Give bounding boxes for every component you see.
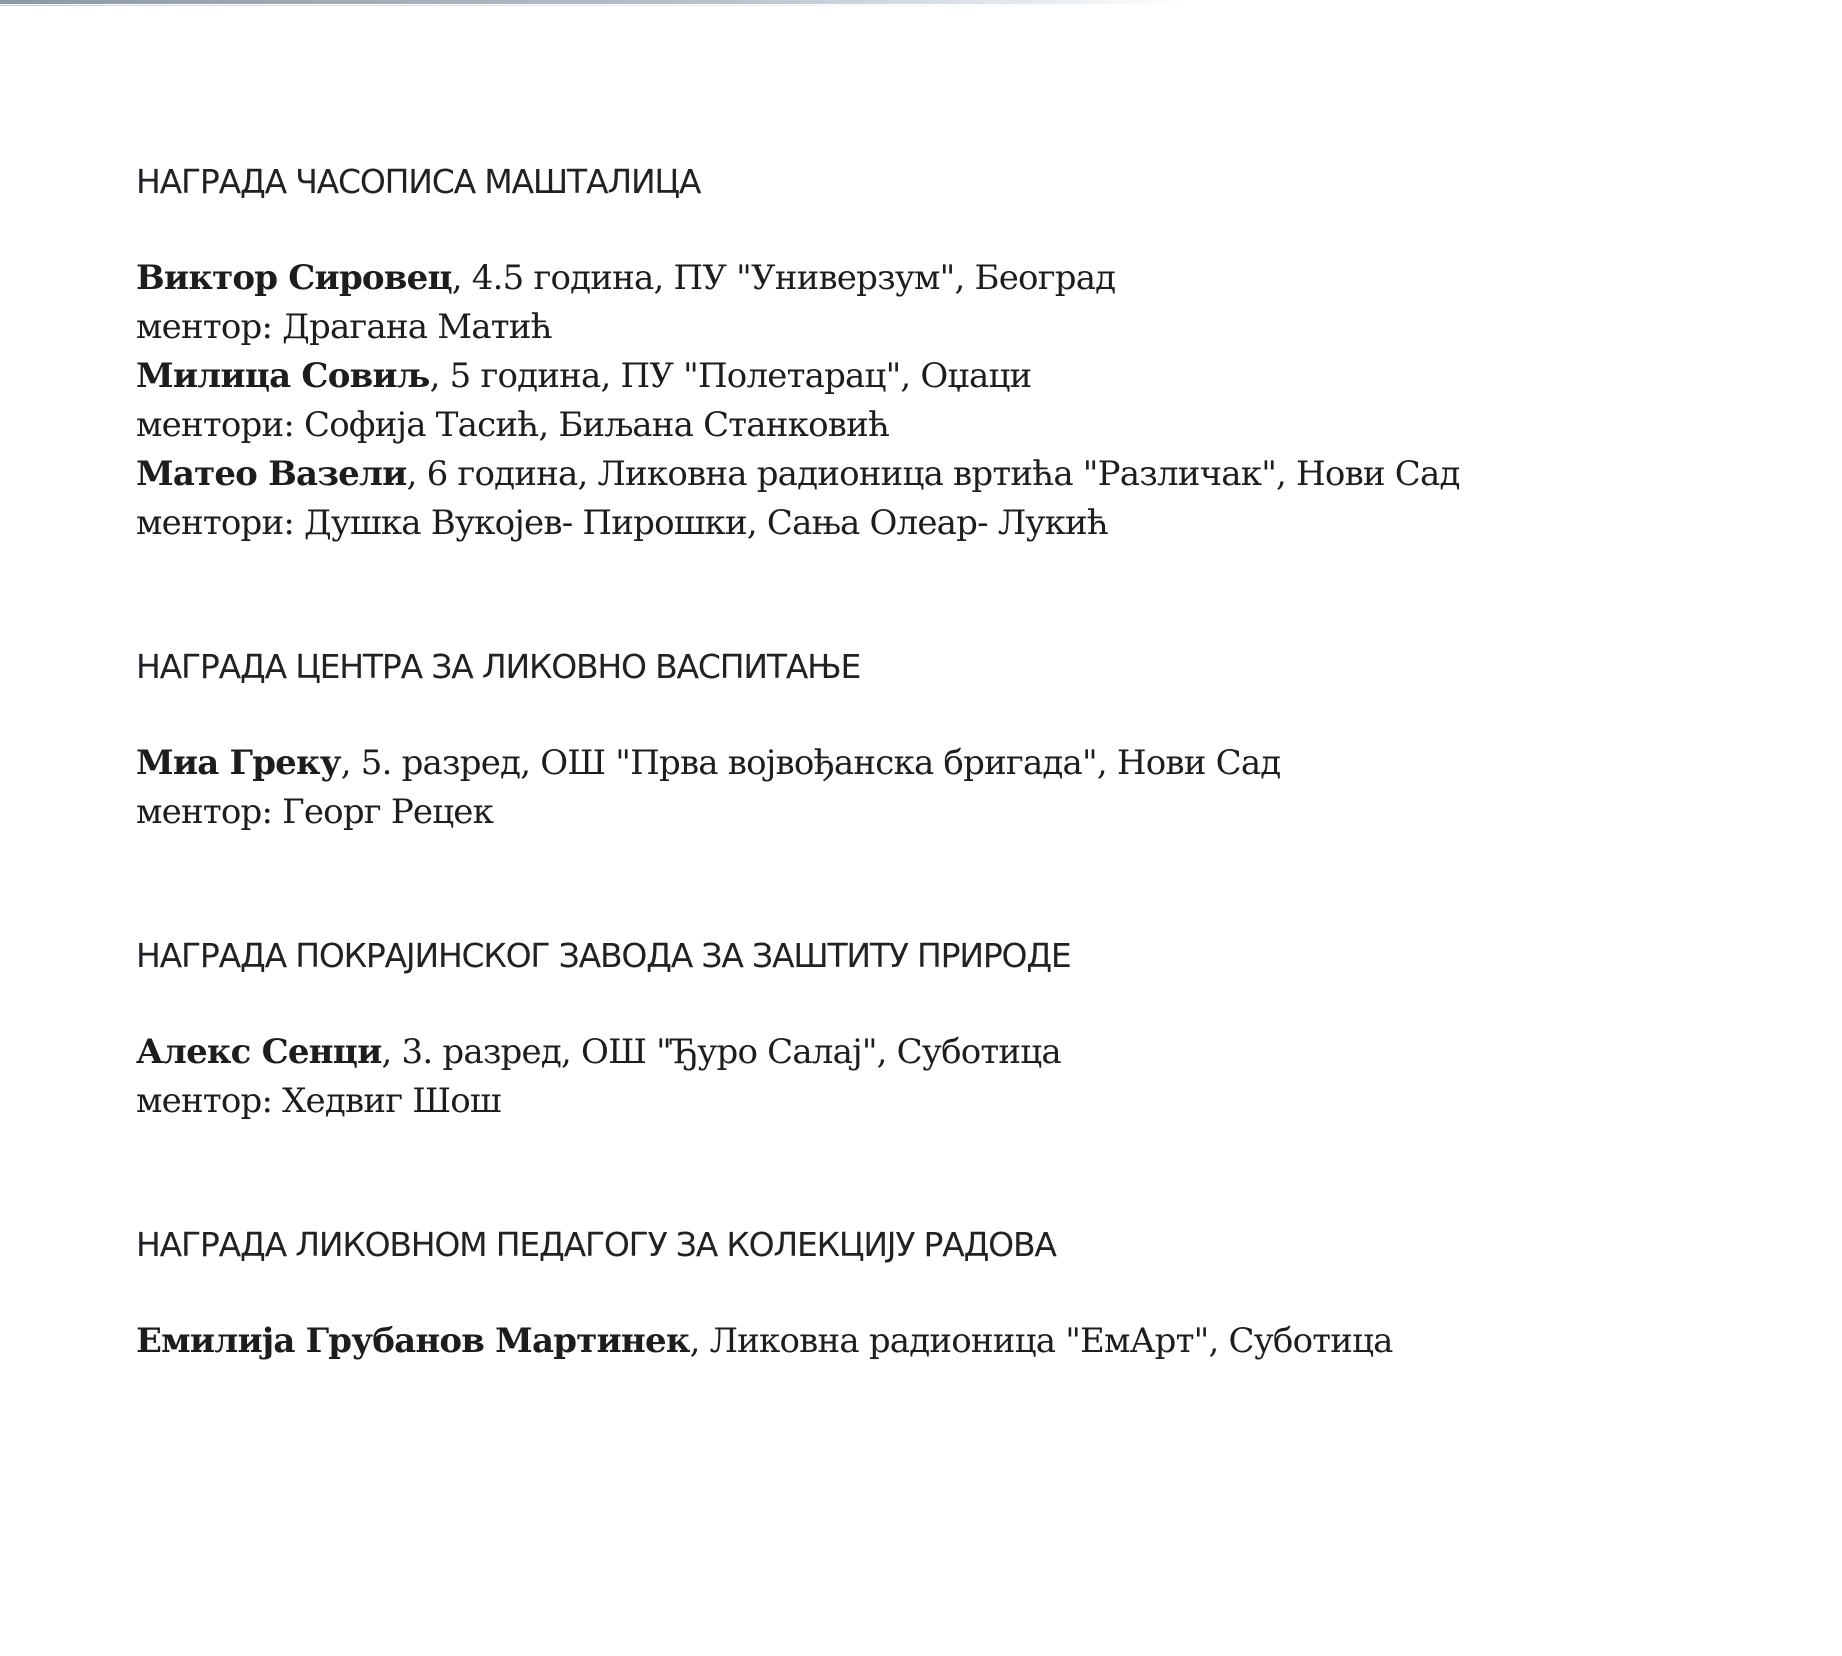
winner-line: [136, 352, 1756, 401]
winner-details: , 5 година, ПУ "Полетарац", Оџаци: [429, 356, 1032, 396]
mentor-line: ментор: Георг Рецек: [136, 792, 494, 832]
winner-details: , 4.5 година, ПУ "Универзум", Београд: [451, 258, 1116, 298]
winner-line: [136, 739, 1756, 788]
mentor-line: ментор: Драгана Матић: [136, 307, 552, 347]
award-section-nature-protection: [136, 932, 1756, 1126]
mentor-line: ментор: Хедвиг Шош: [136, 1081, 501, 1121]
award-entry: [136, 739, 1756, 837]
winner-name: Миа Греку: [136, 743, 341, 783]
winner-line: [136, 1317, 1756, 1366]
award-section-mastalica: [136, 158, 1756, 548]
award-entry: [136, 1028, 1756, 1126]
document-page: [136, 158, 1756, 1366]
scan-edge-line-secondary: [0, 5, 1160, 6]
award-entry: [136, 450, 1756, 548]
winner-name: Виктор Сировец: [136, 258, 452, 298]
mentor-line: ментори: Душка Вукојев- Пирошки, Сања Олеар- Лукић: [136, 503, 1108, 543]
award-entry: [136, 352, 1756, 450]
winner-name: Алекс Сенци: [136, 1032, 382, 1072]
award-section-art-education-center: [136, 643, 1756, 837]
winner-name: Емилија Грубанов Мартинек: [136, 1321, 690, 1361]
section-title: НАГРАДА ЦЕНТРА ЗА ЛИКОВНО ВАСПИТАЊЕ: [136, 647, 861, 686]
winner-details: , 3. разред, ОШ "Ђуро Салај", Суботица: [381, 1032, 1061, 1072]
winner-line: [136, 254, 1756, 303]
winner-details: , 6 година, Ликовна радионица вртића "Различак", Нови Сад: [406, 454, 1460, 494]
winner-line: [136, 1028, 1756, 1077]
section-title: НАГРАДА ЛИКОВНОМ ПЕДАГОГУ ЗА КОЛЕКЦИЈУ РАДОВА: [136, 1225, 1056, 1264]
winner-name: Милица Совиљ: [136, 356, 430, 396]
scan-edge-line: [0, 0, 1190, 4]
award-section-art-pedagogue: [136, 1221, 1756, 1366]
award-entry: [136, 254, 1756, 352]
winner-details: , Ликовна радионица "ЕмАрт", Суботица: [689, 1321, 1393, 1361]
section-title: НАГРАДА ПОКРАЈИНСКОГ ЗАВОДА ЗА ЗАШТИТУ ПРИРОДЕ: [136, 936, 1071, 975]
mentor-line: ментори: Софија Тасић, Биљана Станковић: [136, 405, 890, 445]
section-title: НАГРАДА ЧАСОПИСА МАШТАЛИЦА: [136, 162, 701, 201]
award-entry: [136, 1317, 1756, 1366]
winner-name: Матео Вазели: [136, 454, 407, 494]
winner-details: , 5. разред, ОШ "Прва војвођанска бригада", Нови Сад: [340, 743, 1281, 783]
winner-line: [136, 450, 1756, 499]
